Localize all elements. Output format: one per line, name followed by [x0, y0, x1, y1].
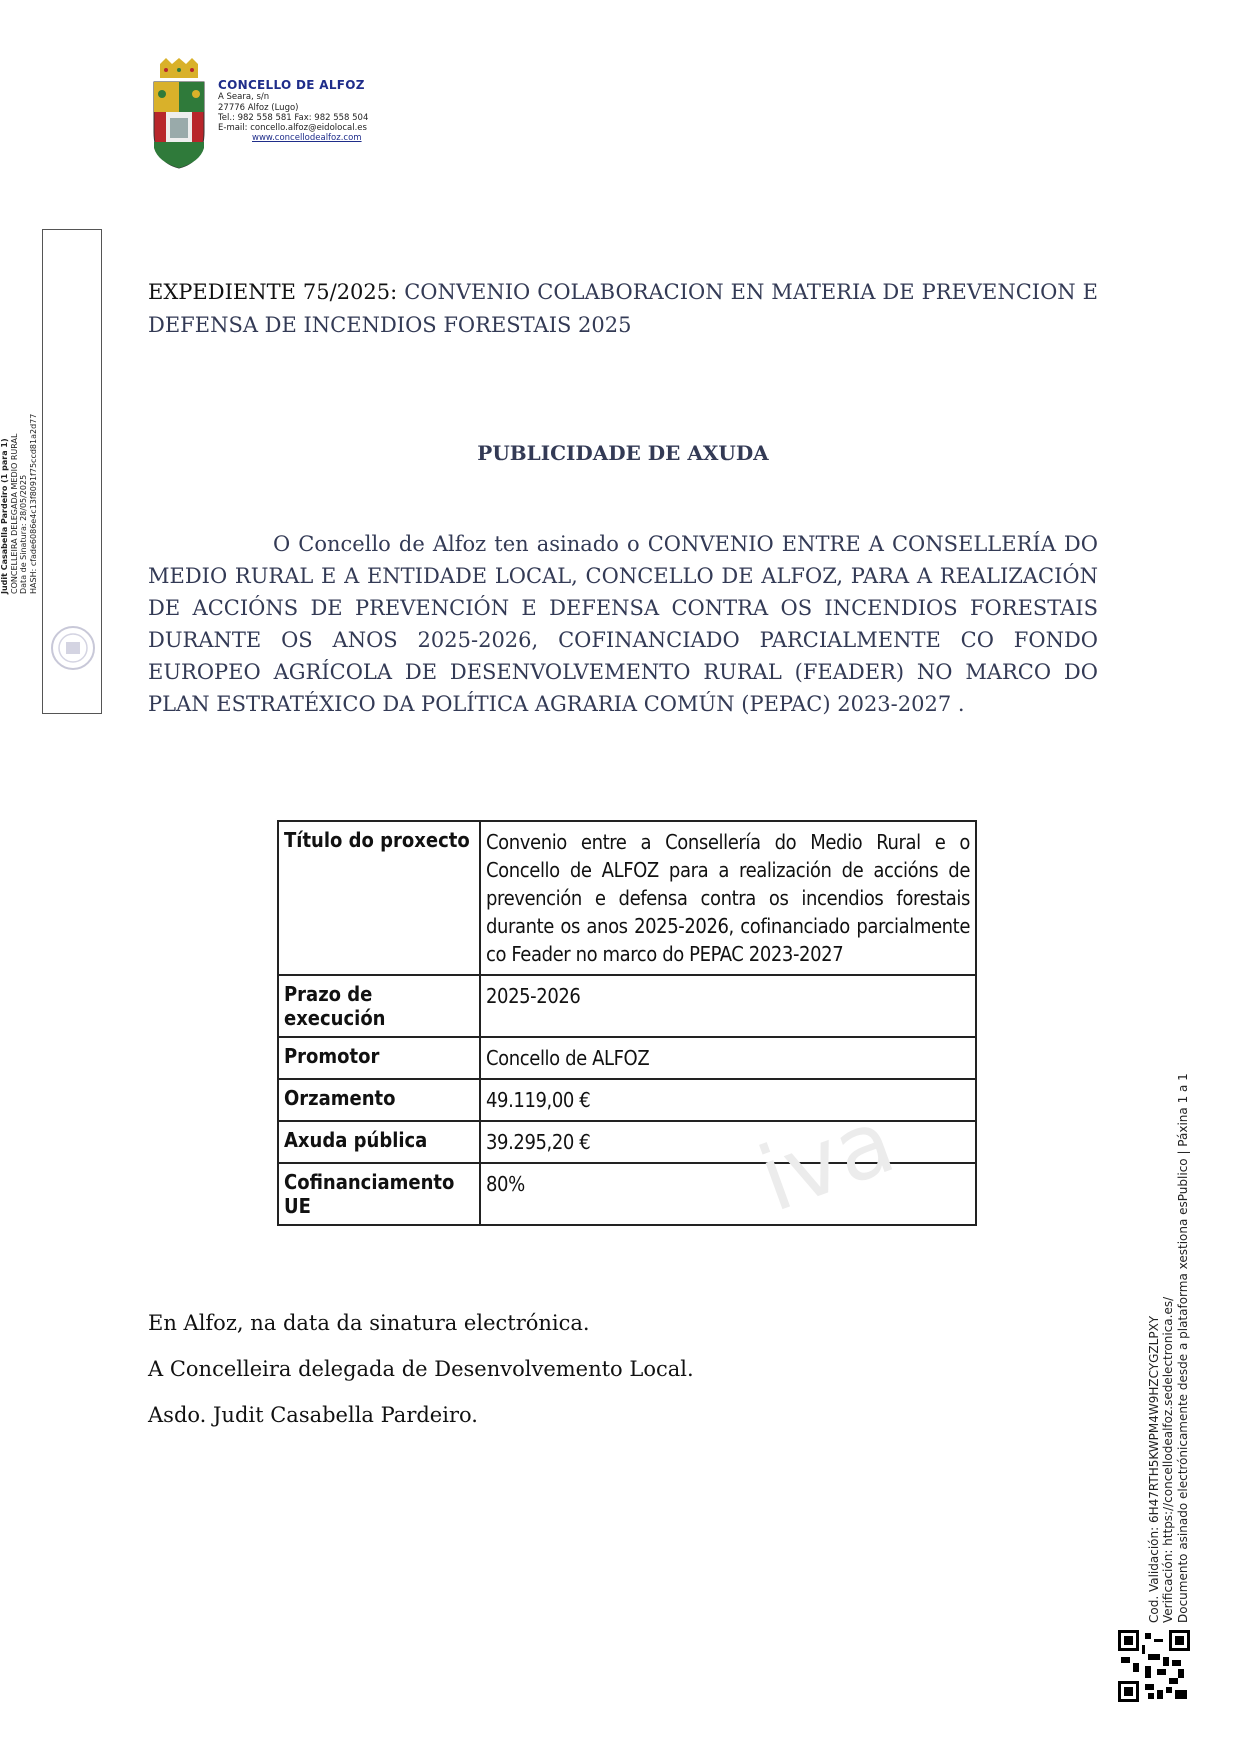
validation-doc-info: Documento asinado electrónicamente desde a plataforma xestiona esPublico | Páxina 1 a 1	[1175, 1073, 1190, 1623]
org-email[interactable]: E-mail: concello.alfoz@eidolocal.es	[218, 122, 367, 133]
stamp-hash: HASH: cfade6086e4c13f8091f75ccd81a2d77	[28, 413, 38, 594]
qr-code-icon[interactable]	[1118, 1630, 1190, 1702]
table-row	[278, 1037, 976, 1079]
closing-block	[148, 1300, 694, 1438]
seal-icon	[50, 625, 96, 671]
intro-paragraph: O Concello de Alfoz ten asinado o CONVENIO ENTRE A CONSELLERÍA DO MEDIO RURAL E A ENTIDADE LOCAL, CONCELLO DE ALFOZ, PARA A REALIZACIÓN DE ACCIÓNS DE PREVENCIÓN E DEFENSA CONTRA OS INCENDIOS FORESTAIS DURANTE OS ANOS 2025-2026, COFINANCIADO PARCIALMENTE CO FONDO EUROPEO AGRÍCOLA DE DESENVOLVEMENTO RURAL (FEADER) NO MARCO DO PLAN ESTRATÉXICO DA POLÍTICA AGRARIA COMÚN (PEPAC) 2023-2027 .	[148, 532, 1098, 716]
table-key: Cofinanciamento UE	[278, 1163, 480, 1225]
stamp-signer: Judit Casabella Pardeiro (1 para 1)	[0, 438, 9, 594]
table-value: 80%	[480, 1163, 976, 1225]
org-info	[218, 78, 368, 143]
stamp-date: Data de Sinatura: 28/05/2025	[19, 474, 29, 594]
table-key: Axuda pública	[278, 1121, 480, 1163]
table-value: Convenio entre a Consellería do Medio Rural e o Concello de ALFOZ para a realización de accións de prevención e defensa contra os incendios forestais durante os anos 2025-2026, cofinanciado parcialmente co Feader no marco do PEPAC 2023-2027	[480, 821, 976, 975]
signature-stamp-text	[0, 384, 38, 594]
watermark-fragment: iva	[746, 1088, 908, 1233]
validation-verify-url[interactable]: Verificación: https://concellodealfoz.sedelectronica.es/	[1161, 1296, 1176, 1623]
table-row	[278, 821, 976, 975]
closing-role: A Concelleira delegada de Desenvolvemento Local.	[148, 1357, 694, 1381]
org-postal: 27776 Alfoz (Lugo)	[218, 102, 299, 113]
closing-place: En Alfoz, na data da sinatura electrónica.	[148, 1311, 590, 1335]
org-address: A Seara, s/n	[218, 92, 270, 103]
coat-of-arms-icon	[148, 58, 210, 172]
closing-signature: Asdo. Judit Casabella Pardeiro.	[148, 1403, 478, 1427]
expediente-heading	[148, 276, 1098, 342]
org-phones: Tel.: 982 558 581 Fax: 982 558 504	[218, 112, 369, 123]
expediente-subject: CONVENIO COLABORACION EN MATERIA DE PREVENCION E DEFENSA DE INCENDIOS FORESTAIS 2025	[148, 280, 1099, 337]
page-title: PUBLICIDADE DE AXUDA	[477, 441, 769, 465]
table-key: Promotor	[278, 1037, 480, 1079]
validation-code: Cod. Validación: 6H47RTH5KWPM4W9HZCYGZLPXY	[1147, 1315, 1161, 1623]
letterhead	[148, 58, 408, 172]
expediente-number: EXPEDIENTE 75/2025:	[148, 280, 398, 304]
table-value: 39.295,20 €	[480, 1121, 976, 1163]
table-key: Orzamento	[278, 1079, 480, 1121]
table-row	[278, 975, 976, 1037]
table-key: Título do proxecto	[278, 821, 480, 975]
org-name: CONCELLO DE ALFOZ	[218, 78, 365, 92]
stamp-role: CONCELLEIRA DELEGADA MEDIO RURAL	[9, 433, 19, 594]
table-value: 49.119,00 €	[480, 1079, 976, 1121]
table-value: 2025-2026	[480, 975, 976, 1037]
table-key: Prazo de execución	[278, 975, 480, 1037]
table-value: Concello de ALFOZ	[480, 1037, 976, 1079]
org-website-link[interactable]: www.concellodealfoz.com	[252, 133, 362, 144]
validation-text	[1147, 1063, 1190, 1623]
